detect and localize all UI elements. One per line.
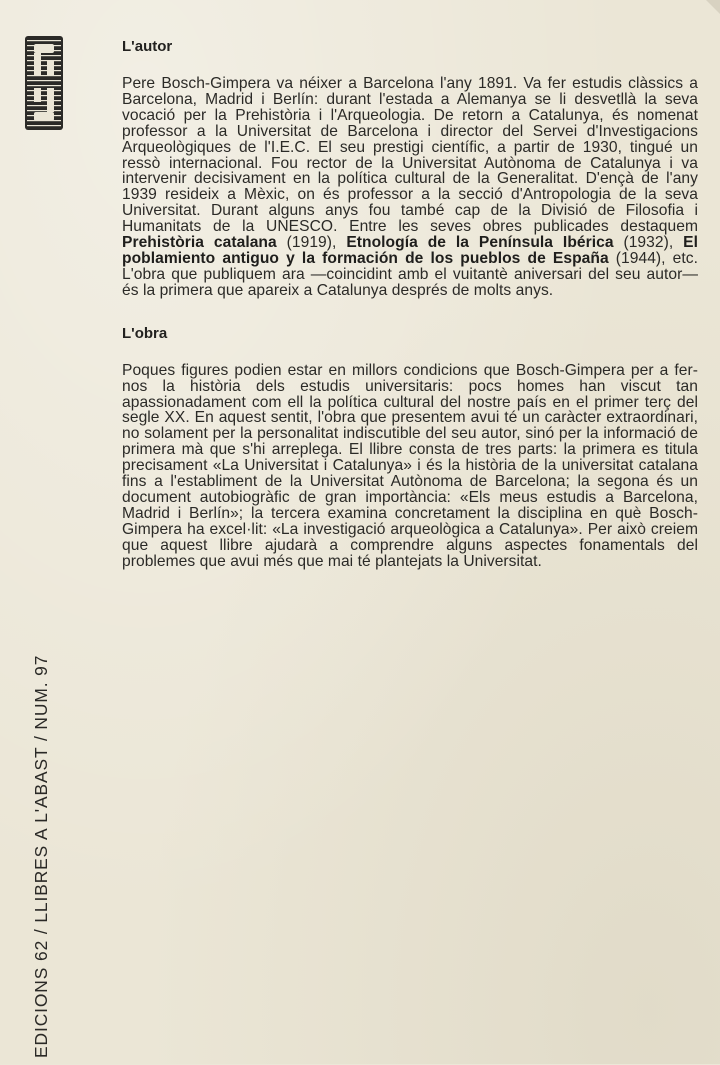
book-title-text: El poblamiento antiguo y la formación de los pueblos de España bbox=[122, 234, 698, 267]
book-title-text: Etnología de la Península Ibérica bbox=[346, 234, 614, 252]
paragraph-text: Poques figures podien estar en millors condicions que Bosch-Gimpera per a fer-nos la història dels estudis universitaris: pocs homes han viscut tan apassionadament com ell la política cultural del nostre país en el primer terç del segle XX. En aquest sentit, l'obra que presentem avui té un caràcter extraordinari, no solament per la personalitat indiscutible del seu autor, sinó per la informació de primera mà que s'hi arreplega. El llibre consta de tres parts: la primera es titula precisament «La Universitat i Catalunya» i és la història de la universitat catalana fins a l'establiment de la Universitat Autònoma de Barcelona; la segona és un document autobiogràfic de gran importància: «Els meus estudis a Barcelona, Madrid i Berlín»; la tercera examina concretament la disciplina en què Bosch-Gimpera ha excel·lit: «La investigació arqueològica a Catalunya». Per això creiem que aquest llibre ajudarà a comprendre alguns aspectes fonamentals del problemes que avui més que mai té plantejats la Universitat. bbox=[122, 361, 698, 570]
worn-corner bbox=[706, 0, 720, 14]
paragraph-text: Pere Bosch-Gimpera va néixer a Barcelona l'any 1891. Va fer estudis clàssics a Barcelona, Madrid i Berlín: durant l'estada a Alemanya se li desvetllà la seva vocació per la Prehistòria i l'Arqueologia. De retorn a Catalunya, és nomenat professor a la Universitat de Barcelona i director del Servei d'Investigacions Arqueològiques de l'I.E.C. El seu prestigi científic, a partir de 1930, tingué un ressò internacional. Fou rector de la Universitat Autònoma de Catalunya i va intervenir decisivament en la política cultural de la Generalitat. D'ençà de l'any 1939 resideix a Mèxic, on és professor a la secció d'Antropologia de la seva Universitat. Durant alguns anys fou també cap de la Divisió de Filosofia i Humanitats de la UNESCO. Entre les seves obres publicades destaquem bbox=[122, 75, 698, 236]
spine-series-text: EDICIONS 62 / LLIBRES A L'ABAST / NUM. 97 bbox=[31, 654, 51, 1058]
paragraph-text: (1919), bbox=[276, 234, 347, 252]
book-title-text: Prehistòria catalana bbox=[122, 234, 277, 252]
spine-series-title bbox=[26, 640, 54, 1060]
blurb-content bbox=[122, 38, 698, 569]
work-heading: L'obra bbox=[122, 324, 168, 342]
paragraph-text: (1944), etc. L'obra que publiquem ara —coincidint amb el vuitantè aniversari del seu autor— és la primera que apareix a Catalunya després de molts anys. bbox=[122, 249, 698, 299]
edicions-62-logo-icon bbox=[25, 36, 63, 130]
author-heading: L'autor bbox=[122, 38, 173, 55]
paragraph-text: (1932), bbox=[613, 234, 684, 252]
work-paragraph bbox=[122, 363, 698, 570]
author-paragraph bbox=[122, 76, 698, 299]
